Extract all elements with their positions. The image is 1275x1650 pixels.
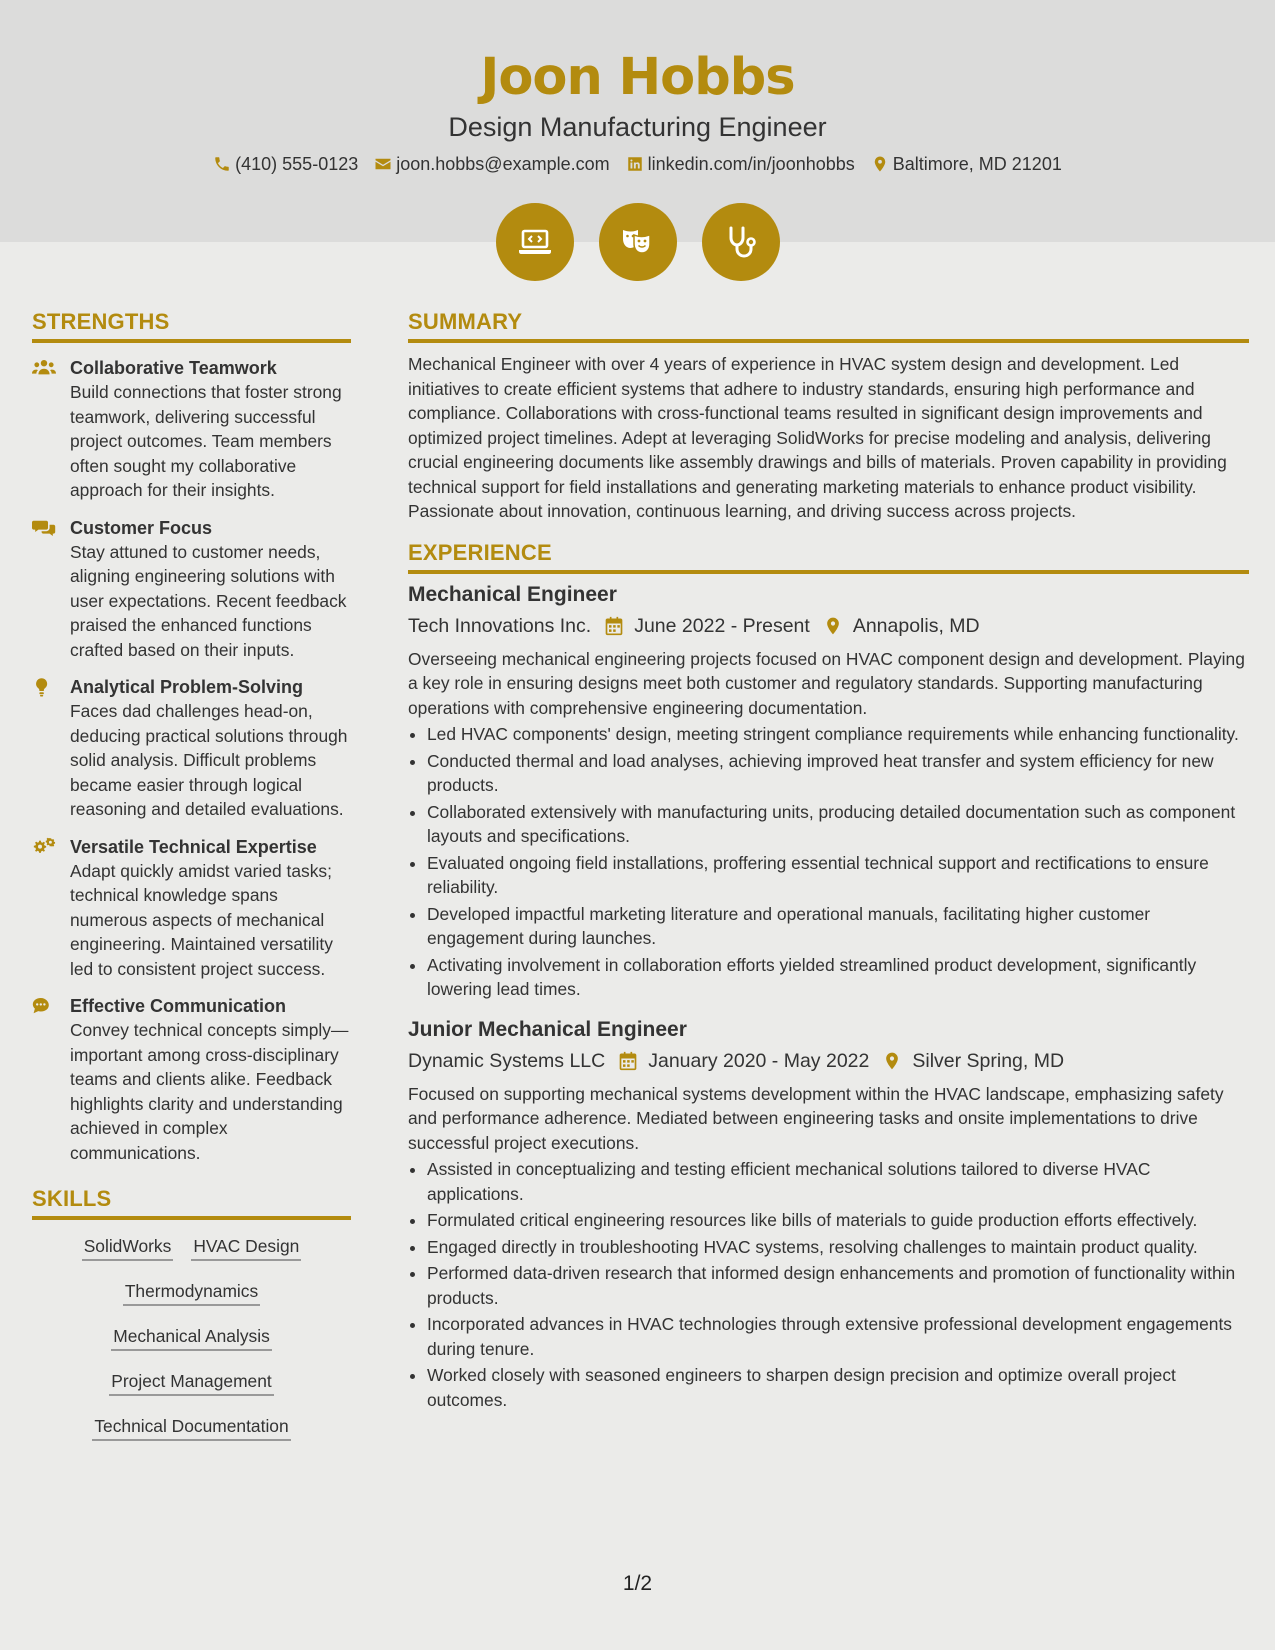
page-number: 1/2	[622, 1572, 653, 1595]
strength-desc: Build connections that foster strong teamwork, delivering successful project outcomes. Team members often sought my collaborative approach for their insights.	[70, 382, 342, 500]
right-column	[408, 308, 1249, 1414]
job-location: Annapolis, MD	[852, 614, 980, 637]
job-bullets	[408, 722, 1249, 1002]
job-dates: January 2020 - May 2022	[648, 1049, 870, 1072]
strength-desc: Faces dad challenges head-on, deducing practical solutions through solid analysis. Difficult problems became easier through logical reasoning and detailed evaluations.	[70, 701, 348, 819]
strength-title: Versatile Technical Expertise	[70, 836, 317, 857]
skill-tag: Thermodynamics	[123, 1279, 260, 1306]
comments-icon	[32, 518, 56, 538]
skill-tag: HVAC Design	[191, 1234, 301, 1261]
job-bullet: • Developed impactful marketing literature and operational manuals, facilitating higher customer engagement during launches.	[427, 902, 1249, 951]
phone-icon	[213, 155, 231, 173]
strength-item	[32, 994, 351, 1165]
calendar-icon	[604, 616, 624, 636]
skills-list	[32, 1234, 351, 1459]
strength-title: Collaborative Teamwork	[70, 358, 277, 378]
job-bullet: • Activating involvement in collaboration efforts yielded streamlined product development, significantly lowering lead times.	[427, 953, 1249, 1002]
linkedin-text: linkedin.com/in/joonhobbs	[647, 154, 855, 174]
job-meta	[408, 1047, 1249, 1075]
job-description: Overseeing mechanical engineering projects focused on HVAC component design and development. Playing a key role in ensuring designs meet both customer and regulatory standards. Supporting manufacturing operations with comprehensive engineering documentation.	[408, 648, 1245, 718]
job-bullets	[408, 1157, 1249, 1412]
comment-dots-icon	[32, 996, 56, 1016]
linkedin-icon	[626, 155, 644, 173]
strength-title: Analytical Problem-Solving	[70, 677, 304, 697]
skill-tag: Mechanical Analysis	[111, 1324, 272, 1351]
job-bullet: • Assisted in conceptualizing and testing efficient mechanical solutions tailored to diverse HVAC applications.	[427, 1157, 1249, 1206]
job-description: Focused on supporting mechanical systems development within the HVAC landscape, emphasizing safety and performance adherence. Mediated between engineering tasks and onsite implementations to drive successful project executions.	[408, 1083, 1224, 1153]
strength-desc: Stay attuned to customer needs, aligning engineering solutions with user expectations. Recent feedback praised the enhanced functions crafted based on their inputs.	[70, 541, 347, 660]
job-bullet: • Led HVAC components' design, meeting stringent compliance requirements while enhancing functionality.	[427, 722, 1249, 747]
job-bullet: • Performed data-driven research that informed design enhancements and promotion of functionality within products.	[427, 1261, 1249, 1310]
candidate-title: Design Manufacturing Engineer	[448, 112, 827, 142]
skills-heading: SKILLS	[32, 1185, 351, 1220]
map-marker-icon	[882, 1051, 902, 1071]
strength-desc: Convey technical concepts simply—important among cross-disciplinary teams and clients alike. Feedback highlights clarity and understanding achieved in complex communications.	[70, 1020, 349, 1163]
left-column	[32, 308, 351, 1459]
lightbulb-icon	[32, 677, 56, 697]
interest-circle-theater	[599, 203, 677, 281]
job-bullet: • Incorporated advances in HVAC technologies through extensive professional development engagements during tenure.	[427, 1312, 1249, 1361]
interest-circle-coding	[496, 203, 574, 281]
interest-circle-medicine	[702, 203, 780, 281]
calendar-icon	[618, 1051, 638, 1071]
skill-tag: SolidWorks	[82, 1234, 174, 1261]
phone-text: (410) 555-0123	[235, 154, 359, 174]
job-entry	[408, 581, 1249, 1002]
contact-location[interactable]	[871, 151, 1062, 177]
job-title: Junior Mechanical Engineer	[408, 1017, 687, 1041]
strength-title: Customer Focus	[70, 517, 213, 538]
summary-text: Mechanical Engineer with over 4 years of experience in HVAC system design and development. Led initiatives to create efficient systems that adhere to industry standards, ensuring high performance and compliance. Collaborations with cross-functional teams resulted in significant design improvements and optimized project timelines. Adept at leveraging SolidWorks for precise modeling and analysis, delivering crucial engineering documents like assembly drawings and bills of materials. Proven capability in providing technical support for field installations and generating marketing materials to enhance product visibility. Passionate about innovation, continuous learning, and driving success across projects.	[408, 354, 1227, 521]
contact-email[interactable]	[374, 151, 609, 177]
strength-title: Effective Communication	[70, 996, 287, 1016]
job-bullet: • Collaborated extensively with manufacturing units, producing detailed documentation such as component layouts and specifications.	[427, 800, 1249, 849]
job-entry	[408, 1016, 1249, 1413]
job-bullet: • Evaluated ongoing field installations, proffering essential technical support and rectifications to ensure reliability.	[427, 851, 1249, 900]
map-marker-icon	[871, 155, 889, 173]
users-icon	[32, 358, 56, 378]
contact-phone[interactable]	[213, 151, 358, 177]
cogs-icon	[32, 837, 56, 857]
experience-heading: EXPERIENCE	[408, 539, 1249, 574]
envelope-icon	[374, 155, 392, 173]
strength-item	[32, 516, 351, 663]
stethoscope-icon	[723, 224, 759, 260]
job-location: Silver Spring, MD	[912, 1049, 1065, 1072]
candidate-name: Joon Hobbs	[480, 48, 795, 107]
job-company: Dynamic Systems LLC	[408, 1049, 606, 1072]
job-meta	[408, 612, 1249, 640]
skill-tag: Technical Documentation	[92, 1414, 290, 1441]
job-company: Tech Innovations Inc.	[408, 614, 592, 637]
job-bullet: • Worked closely with seasoned engineers to sharpen design precision and optimize overall project outcomes.	[427, 1363, 1249, 1412]
summary-heading: SUMMARY	[408, 308, 1249, 343]
interest-icons	[0, 203, 1275, 281]
strength-item	[32, 675, 351, 822]
job-dates: June 2022 - Present	[634, 614, 810, 637]
job-bullet: • Engaged directly in troubleshooting HVAC systems, resolving challenges to maintain product quality.	[427, 1235, 1249, 1260]
strengths-heading: STRENGTHS	[32, 308, 351, 343]
laptop-code-icon	[517, 224, 553, 260]
contact-bar	[0, 151, 1275, 177]
map-marker-icon	[823, 616, 843, 636]
theater-masks-icon	[620, 224, 656, 260]
contact-linkedin[interactable]	[626, 151, 855, 177]
job-title: Mechanical Engineer	[408, 582, 617, 606]
job-bullet: • Formulated critical engineering resources like bills of materials to guide production efforts effectively.	[427, 1208, 1249, 1233]
strength-item	[32, 835, 351, 982]
location-text: Baltimore, MD 21201	[892, 154, 1062, 174]
skill-tag: Project Management	[109, 1369, 273, 1396]
job-bullet: • Conducted thermal and load analyses, achieving improved heat transfer and system efficiency for new products.	[427, 749, 1249, 798]
email-text: joon.hobbs@example.com	[396, 154, 610, 174]
strength-desc: Adapt quickly amidst varied tasks; technical knowledge spans numerous aspects of mechanical engineering. Maintained versatility led to consistent project success.	[70, 860, 333, 979]
strength-item	[32, 356, 351, 503]
